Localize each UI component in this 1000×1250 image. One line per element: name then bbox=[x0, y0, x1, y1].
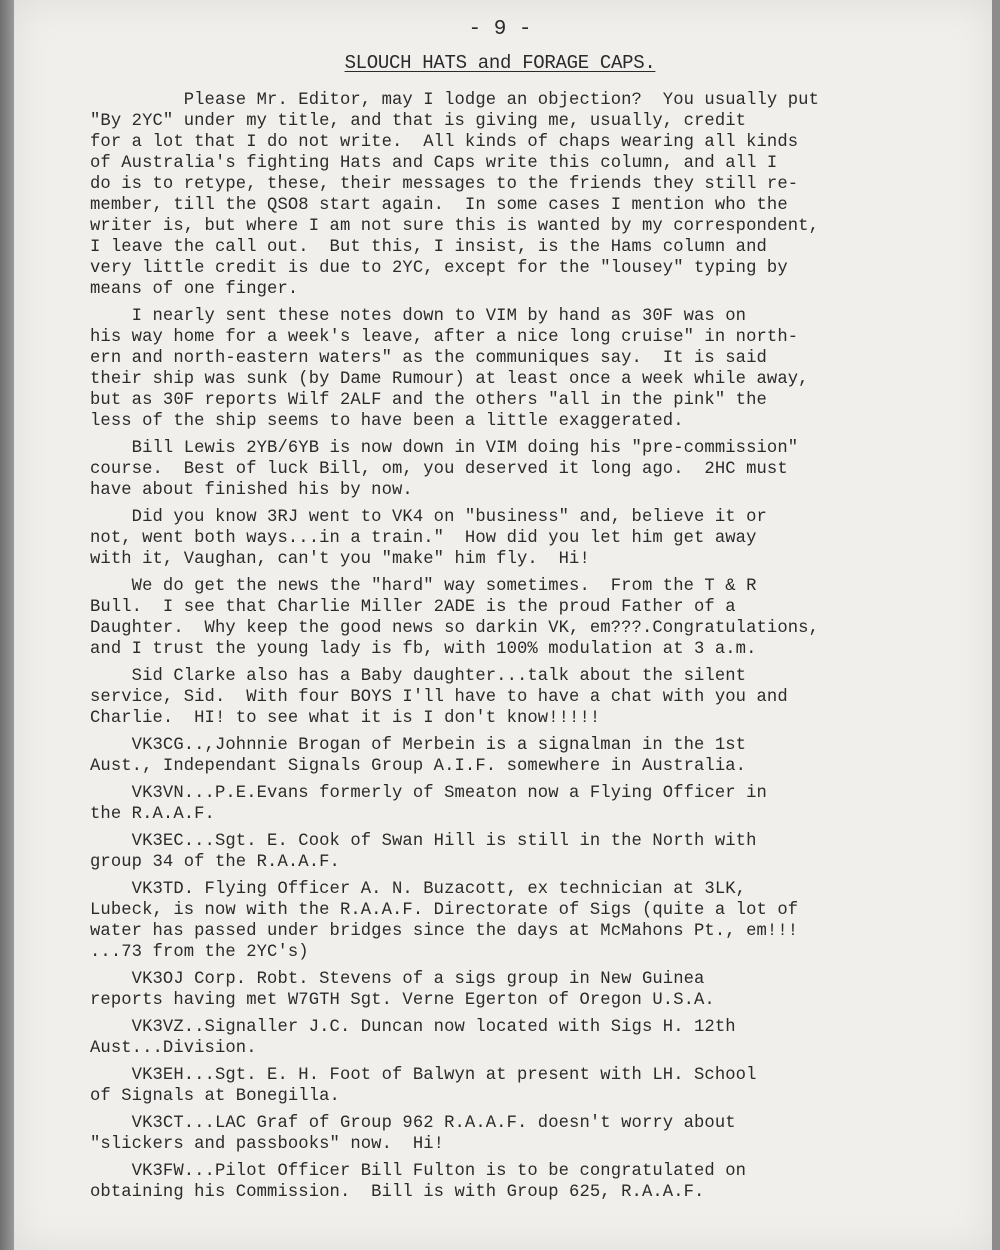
text-line: but as 30F reports Wilf 2ALF and the others "all in the pink" the bbox=[90, 391, 767, 410]
text-line: very little credit is due to 2YC, except for the "lousey" typing by bbox=[90, 259, 788, 278]
text-line: VK3TD. Flying Officer A. N. Buzacott, ex technician at 3LK, bbox=[90, 880, 747, 899]
text-line: his way home for a week's leave, after a nice long cruise" in north- bbox=[90, 328, 799, 347]
text-line: do is to retype, these, their messages to the friends they still re- bbox=[90, 175, 799, 194]
text-line: Aust...Division. bbox=[90, 1039, 257, 1058]
scan-edge-shadow bbox=[0, 0, 14, 1250]
text-line: VK3OJ Corp. Robt. Stevens of a sigs group in New Guinea bbox=[90, 970, 705, 989]
paragraph bbox=[90, 1065, 970, 1107]
text-line: group 34 of the R.A.A.F. bbox=[90, 853, 340, 872]
text-line: Bull. I see that Charlie Miller 2ADE is the proud Father of a bbox=[90, 598, 736, 617]
paragraph bbox=[90, 879, 970, 963]
text-line: with it, Vaughan, can't you "make" him fly. Hi! bbox=[90, 550, 590, 569]
text-line: writer is, but where I am not sure this is wanted by my correspondent, bbox=[90, 217, 819, 236]
text-line: service, Sid. With four BOYS I'll have to have a chat with you and bbox=[90, 688, 788, 707]
page-number: - 9 - bbox=[468, 18, 532, 41]
article-title: SLOUCH HATS and FORAGE CAPS. bbox=[344, 52, 656, 74]
paragraph bbox=[90, 1017, 970, 1059]
paragraph bbox=[90, 1161, 970, 1203]
text-line: their ship was sunk (by Dame Rumour) at least once a week while away, bbox=[90, 370, 809, 389]
text-line: not, went both ways...in a train." How did you let him get away bbox=[90, 529, 757, 548]
text-line: I leave the call out. But this, I insist, is the Hams column and bbox=[90, 238, 767, 257]
paragraph bbox=[90, 90, 970, 300]
text-line: have about finished his by now. bbox=[90, 481, 413, 500]
text-line: of Australia's fighting Hats and Caps write this column, and all I bbox=[90, 154, 778, 173]
text-line: ...73 from the 2YC's) bbox=[90, 943, 309, 962]
text-line: Aust., Independant Signals Group A.I.F. somewhere in Australia. bbox=[90, 757, 747, 776]
text-line: obtaining his Commission. Bill is with Group 625, R.A.A.F. bbox=[90, 1183, 705, 1202]
text-line: "slickers and passbooks" now. Hi! bbox=[90, 1135, 445, 1154]
paragraph bbox=[90, 306, 970, 432]
paragraph bbox=[90, 735, 970, 777]
paragraph bbox=[90, 831, 970, 873]
text-line: for a lot that I do not write. All kinds of chaps wearing all kinds bbox=[90, 133, 799, 152]
text-line: Charlie. HI! to see what it is I don't know!!!!! bbox=[90, 709, 601, 728]
text-line: VK3EH...Sgt. E. H. Foot of Balwyn at present with LH. School bbox=[90, 1066, 757, 1085]
text-line: "By 2YC" under my title, and that is giving me, usually, credit bbox=[90, 112, 747, 131]
text-line: reports having met W7GTH Sgt. Verne Egerton of Oregon U.S.A. bbox=[90, 991, 715, 1010]
paragraph bbox=[90, 507, 970, 570]
text-line: VK3CG..,Johnnie Brogan of Merbein is a signalman in the 1st bbox=[90, 736, 747, 755]
text-line: means of one finger. bbox=[90, 280, 299, 299]
text-line: VK3VZ..Signaller J.C. Duncan now located with Sigs H. 12th bbox=[90, 1018, 736, 1037]
text-line: Daughter. Why keep the good news so darkin VK, em???.Congratulations, bbox=[90, 619, 819, 638]
text-line: member, till the QSO8 start again. In some cases I mention who the bbox=[90, 196, 788, 215]
text-line: of Signals at Bonegilla. bbox=[90, 1087, 340, 1106]
paragraph bbox=[90, 783, 970, 825]
text-line: Lubeck, is now with the R.A.A.F. Directorate of Sigs (quite a lot of bbox=[90, 901, 799, 920]
text-line: and I trust the young lady is fb, with 100% modulation at 3 a.m. bbox=[90, 640, 757, 659]
paragraph bbox=[90, 576, 970, 660]
text-line: water has passed under bridges since the days at McMahons Pt., em!!! bbox=[90, 922, 799, 941]
text-line: I nearly sent these notes down to VIM by hand as 30F was on bbox=[90, 307, 747, 326]
text-line: We do get the news the "hard" way sometimes. From the T & R bbox=[90, 577, 757, 596]
text-line: VK3CT...LAC Graf of Group 962 R.A.A.F. doesn't worry about bbox=[90, 1114, 736, 1133]
text-line: Bill Lewis 2YB/6YB is now down in VIM doing his "pre-commission" bbox=[90, 439, 799, 458]
paragraph bbox=[90, 438, 970, 501]
text-line: course. Best of luck Bill, om, you deserved it long ago. 2HC must bbox=[90, 460, 788, 479]
text-line: VK3VN...P.E.Evans formerly of Smeaton now a Flying Officer in bbox=[90, 784, 767, 803]
text-line: Sid Clarke also has a Baby daughter...talk about the silent bbox=[90, 667, 747, 686]
text-line: VK3EC...Sgt. E. Cook of Swan Hill is still in the North with bbox=[90, 832, 757, 851]
text-line: Please Mr. Editor, may I lodge an objection? You usually put bbox=[90, 91, 819, 110]
paragraph bbox=[90, 666, 970, 729]
text-line: Did you know 3RJ went to VK4 on "business" and, believe it or bbox=[90, 508, 767, 527]
paragraph bbox=[90, 1113, 970, 1155]
text-line: the R.A.A.F. bbox=[90, 805, 215, 824]
text-line: VK3FW...Pilot Officer Bill Fulton is to be congratulated on bbox=[90, 1162, 747, 1181]
paragraph bbox=[90, 969, 970, 1011]
article-body bbox=[90, 90, 970, 1203]
text-line: less of the ship seems to have been a little exaggerated. bbox=[90, 412, 684, 431]
text-line: ern and north-eastern waters" as the communiques say. It is said bbox=[90, 349, 767, 368]
